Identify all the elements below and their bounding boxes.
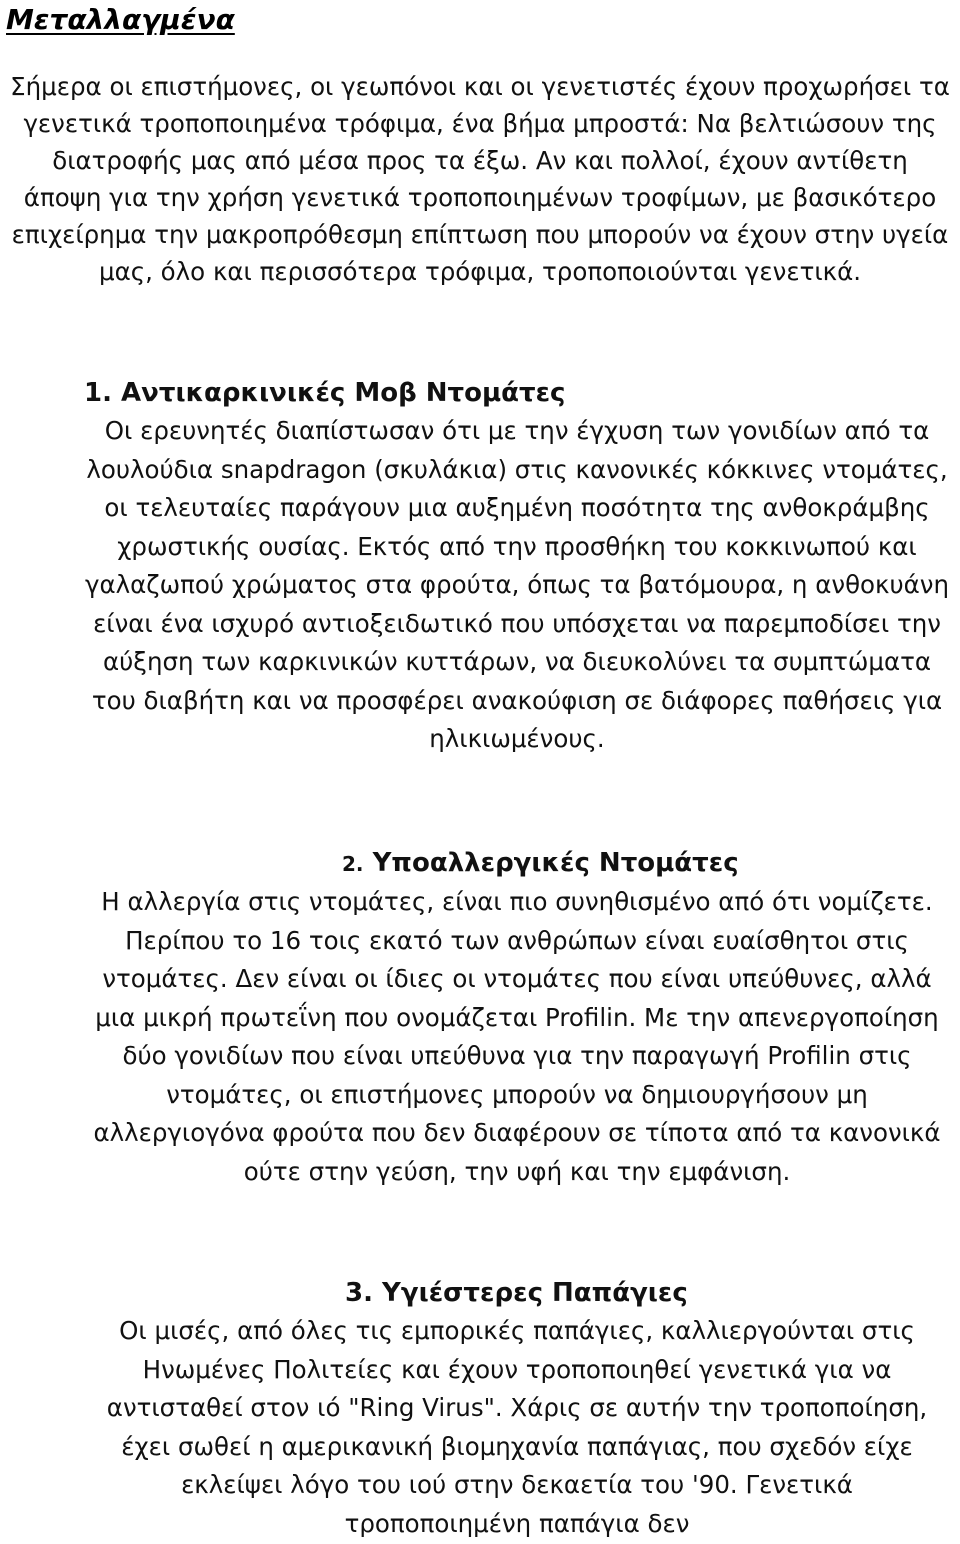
section-heading: [84, 844, 950, 883]
section-body: Η αλλεργία στις ντομάτες, είναι πιο συνηθισμένο από ότι νομίζετε. Περίπου το 16 τοις εκατό των ανθρώπων είναι ευαίσθητοι στις ντομάτες. Δεν είναι οι ίδιες οι ντομάτες που είναι υπεύθυνες, αλλά μια μικρή πρωτεΐνη που ονομάζεται Profilin. Με την απενεργοποίηση δύο γονιδίων που είναι υπεύθυνα για την παραγωγή Profilin στις ντομάτες, οι επιστήμονες μπορούν να δημιουργήσουν μη αλλεργιογόνα φρούτα που δεν διαφέρουν σε τίποτα από τα κανονικά ούτε στην γεύση, την υφή και την εμφάνιση.: [93, 887, 941, 1186]
section-body: Οι ερευνητές διαπίστωσαν ότι με την έγχυση των γονιδίων από τα λουλούδια snapdragon (σκυλάκια) στις κανονικές κόκκινες ντομάτες, οι τελευταίες παράγουν μια αυξημένη ποσότητα της ανθοκράμβης χρωστικής ουσίας. Εκτός από την προσθήκη του κοκκινωπού και γαλαζωπού χρώματος στα φρούτα, όπως τα βατόμουρα, η ανθοκυάνη είναι ένα ισχυρό αντιοξειδωτικό που υπόσχεται να παρεμποδίσει την αύξηση των καρκινικών κυττάρων, να διευκολύνει τα συμπτώματα του διαβήτη και να προσφέρει ανακούφιση σε διάφορες παθήσεις για ηλικιωμένους.: [84, 416, 950, 753]
section-title: Υποαλλεργικές Ντομάτες: [372, 848, 739, 878]
section-body: Οι μισές, από όλες τις εμπορικές παπάγιες, καλλιεργούνται στις Ηνωμένες Πολιτείες και έχουν τροποποιηθεί γενετικά για να αντισταθεί στον ιό "Ring Virus". Χάρις σε αυτήν την τροποποίηση, έχει σωθεί η αμερικανική βιομηχανία παπάγιας, που σχεδόν είχε εκλείψει λόγο του ιού στην δεκαετία του '90. Γενετικά τροποποιημένη παπάγια δεν: [106, 1316, 928, 1538]
section-title: Αντικαρκινικές Μοβ Ντομάτες: [121, 378, 566, 408]
section-heading: [84, 374, 950, 412]
section-number: 2.: [342, 852, 364, 876]
section-number: 1.: [84, 378, 112, 408]
section-purple-tomatoes: [84, 374, 950, 759]
section-hypoallergenic-tomatoes: [84, 844, 950, 1191]
page-title: Μεταλλαγμένα: [6, 3, 235, 36]
section-title: Υγιέστερες Παπάγιες: [382, 1278, 688, 1308]
intro-paragraph: Σήμερα οι επιστήμονες, οι γεωπόνοι και οι γενετιστές έχουν προχωρήσει τα γενετικά τροποποιημένα τρόφιμα, ένα βήμα μπροστά: Να βελτιώσουν της διατροφής μας από μέσα προς τα έξω. Αν και πολλοί, έχουν αντίθετη άποψη για την χρήση γενετικά τροποποιημένων τροφίμων, με βασικότερο επιχείρημα την μακροπρόθεσμη επίπτωση που μπορούν να έχουν στην υγεία μας, όλο και περισσότερα τρόφιμα, τροποποιούνται γενετικά.: [10, 72, 950, 286]
section-heading: [84, 1274, 950, 1312]
section-number: 3.: [345, 1278, 373, 1308]
section-healthier-papayas: [84, 1274, 950, 1543]
